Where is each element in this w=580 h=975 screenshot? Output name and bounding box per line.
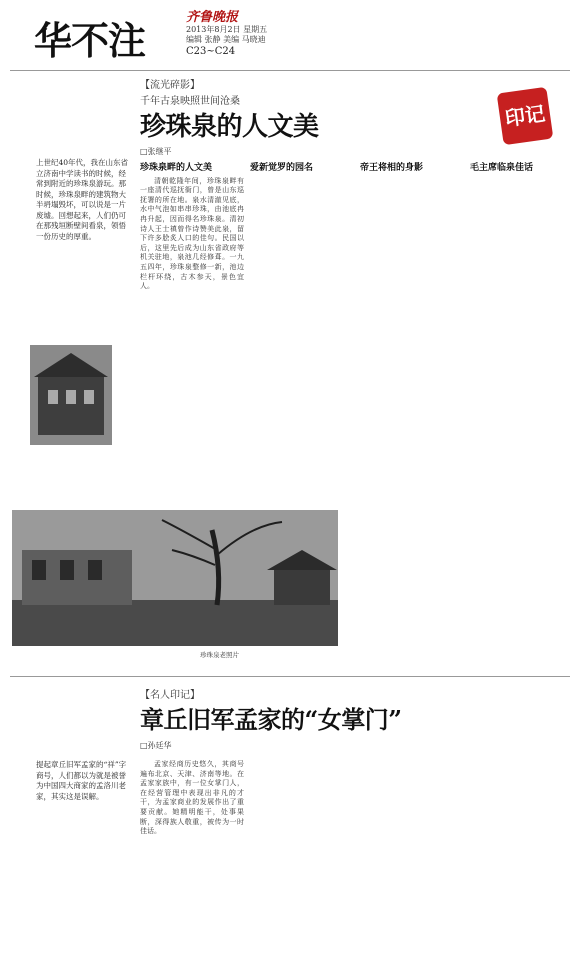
body-column-3 xyxy=(360,160,464,590)
old-building-photo xyxy=(30,345,112,445)
body-column-1 xyxy=(140,160,244,510)
body-column-2 xyxy=(250,160,354,510)
story-kicker: 千年古泉映照世间沧桑 xyxy=(140,96,240,107)
photo-caption: 珍珠泉老照片 xyxy=(200,651,239,659)
subhead-3: 帝王将相的身影 xyxy=(360,163,424,173)
story-intro: 上世纪40年代，我在山东省立济南中学读书的时候，经常到附近的珍珠泉游玩。那时候，珍珠泉畔的建筑物大半坍塌毁坏，可以说是一片废墟。回想起来，人们仍可在那残垣断壁间看泉，领悟一份历史的厚重。 xyxy=(36,158,129,241)
editors-line: 编辑 张静 美编 马晓迪 xyxy=(186,35,266,44)
subhead-1: 珍珠泉畔的人文美 xyxy=(140,163,213,173)
section-title: 华不注 xyxy=(34,18,146,63)
column-tag: 【流光碎影】 xyxy=(140,80,200,91)
column-tag-2: 【名人印记】 xyxy=(140,690,200,701)
story2-column-4 xyxy=(470,760,570,965)
story-headline-2: 章丘旧军孟家的“女掌门” xyxy=(140,705,402,734)
story2-body: 孟家经商历史悠久，其商号遍布北京、天津、济南等地。在孟家家族中，有一位女掌门人，在经营管理中表现出非凡的才干，为孟家商业的发展作出了重要贡献。她精明能干，处事果断，深得族人敬重，被传为一时佳话。 xyxy=(140,760,244,836)
story-byline: □张继平 xyxy=(140,147,172,156)
story2-column-1 xyxy=(140,760,244,965)
paper-name: 齐鲁晚报 xyxy=(186,10,239,25)
story-byline-2: □孙廷华 xyxy=(140,741,172,750)
story-divider xyxy=(10,676,570,677)
story2-column-3 xyxy=(360,760,464,965)
story2-column-2 xyxy=(250,760,354,965)
story-headline: 珍珠泉的人文美 xyxy=(140,112,319,142)
seal-stamp: 印记 xyxy=(497,87,554,145)
spring-photo xyxy=(12,510,338,646)
masthead xyxy=(0,0,580,70)
subhead-2: 爱新觉罗的园名 xyxy=(250,163,314,173)
masthead-divider xyxy=(10,70,570,71)
story2-intro: 提起章丘旧军孟家的“祥”字商号，人们都以为就是被誉为中国四大商家的孟洛川老家，其实这是误解。 xyxy=(36,760,127,801)
body-text: 清朝乾隆年间，珍珠泉畔有一座清代巡抚衙门，曾是山东巡抚署的所在地。泉水清澈见底，水中气泡如串串珍珠，由池底冉冉升起，因而得名珍珠泉。清初诗人王士禛曾作诗赞美此泉，留下许多脍炙人口的佳句。民国以后，这里先后成为山东省政府等机关驻地，泉池几经修葺。一九五四年，珍珠泉整修一新，池边栏杆环绕，古木参天，景色宜人。 xyxy=(140,176,244,291)
body-column-4 xyxy=(470,160,570,590)
subhead-4: 毛主席临泉佳话 xyxy=(470,163,534,173)
page-range: C23~C24 xyxy=(186,46,236,57)
issue-date: 2013年8月2日 星期五 xyxy=(186,25,268,34)
